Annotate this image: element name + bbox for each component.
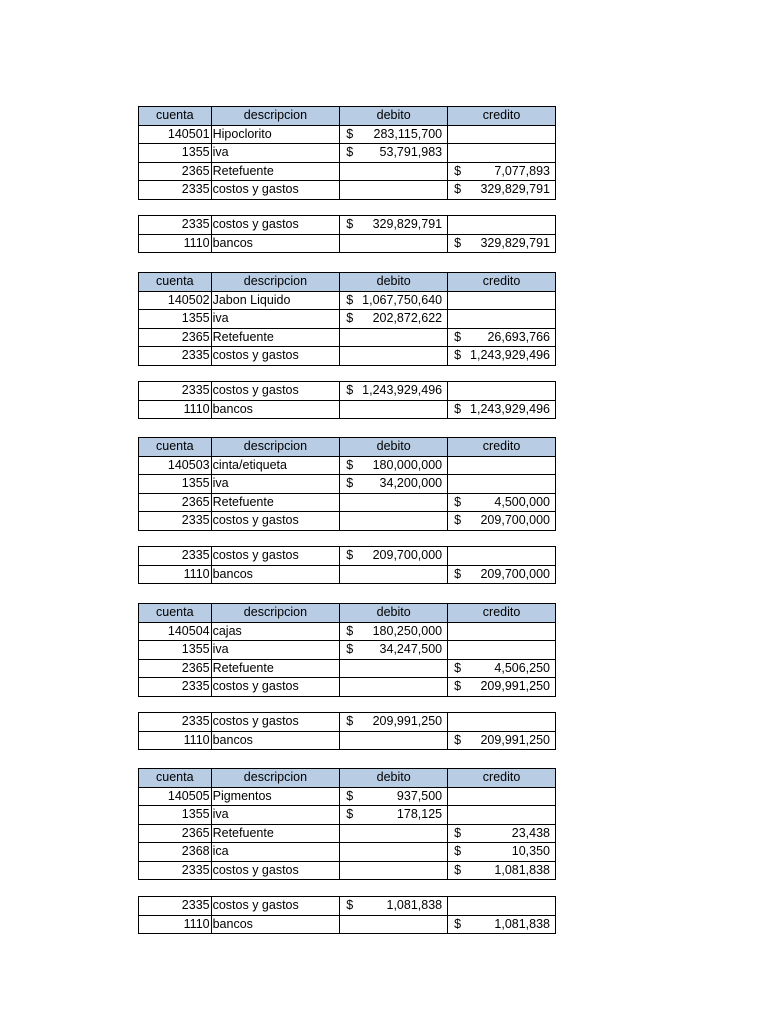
cell-credito[interactable] xyxy=(448,181,556,200)
cell-credito[interactable] xyxy=(448,328,556,347)
cell-descripcion[interactable]: Retefuente xyxy=(211,328,340,347)
cell-debito[interactable] xyxy=(340,216,448,235)
cell-descripcion[interactable]: Retefuente xyxy=(211,162,340,181)
cell-debito[interactable] xyxy=(340,622,448,641)
cell-credito[interactable] xyxy=(448,216,556,235)
cell-debito-amount: 34,200,000 xyxy=(379,476,443,491)
cell-descripcion[interactable]: iva xyxy=(211,641,340,660)
table-header-row xyxy=(139,769,556,788)
cell-cuenta[interactable]: 1110 xyxy=(139,731,212,750)
currency-symbol: $ xyxy=(454,679,462,694)
cell-cuenta[interactable]: 1355 xyxy=(139,144,212,163)
cell-credito[interactable] xyxy=(448,641,556,660)
table-row xyxy=(139,162,556,181)
currency-symbol: $ xyxy=(346,457,354,472)
cell-credito-amount: 209,700,000 xyxy=(480,513,550,528)
cell-descripcion[interactable]: costos y gastos xyxy=(211,547,340,566)
cell-debito[interactable] xyxy=(340,915,448,934)
cell-debito-amount: 180,000,000 xyxy=(372,457,443,472)
cell-credito[interactable] xyxy=(448,400,556,419)
currency-symbol: $ xyxy=(454,163,462,178)
currency-symbol: $ xyxy=(346,476,354,491)
cell-debito-amount: 180,250,000 xyxy=(372,623,443,638)
cell-debito[interactable] xyxy=(340,731,448,750)
table-row xyxy=(139,641,556,660)
table-row xyxy=(139,565,556,584)
cell-credito-amount: 329,829,791 xyxy=(480,182,550,197)
cell-cuenta[interactable]: 2365 xyxy=(139,328,212,347)
table-row xyxy=(139,678,556,697)
table-row xyxy=(139,843,556,862)
table-header-row xyxy=(139,107,556,126)
currency-symbol: $ xyxy=(454,401,462,416)
cell-credito[interactable] xyxy=(448,824,556,843)
cell-cuenta[interactable]: 2335 xyxy=(139,216,212,235)
cell-credito[interactable] xyxy=(448,291,556,310)
cell-cuenta[interactable]: 2335 xyxy=(139,382,212,401)
cell-debito[interactable] xyxy=(340,824,448,843)
cell-credito-amount: 1,243,929,496 xyxy=(470,348,550,363)
cell-cuenta[interactable]: 140505 xyxy=(139,787,212,806)
table-header-row xyxy=(139,604,556,623)
journal-entry-table xyxy=(138,272,556,366)
cell-descripcion[interactable]: bancos xyxy=(211,915,340,934)
cell-descripcion[interactable]: costos y gastos xyxy=(211,347,340,366)
cell-cuenta[interactable]: 1355 xyxy=(139,806,212,825)
cell-credito[interactable] xyxy=(448,897,556,916)
currency-symbol: $ xyxy=(454,862,462,877)
cell-descripcion[interactable]: costos y gastos xyxy=(211,861,340,880)
cell-cuenta[interactable]: 1110 xyxy=(139,915,212,934)
cell-cuenta[interactable]: 2365 xyxy=(139,659,212,678)
table-row xyxy=(139,234,556,253)
cell-descripcion[interactable]: Retefuente xyxy=(211,493,340,512)
cell-debito[interactable] xyxy=(340,493,448,512)
header-descripcion[interactable]: descripcion xyxy=(211,769,340,788)
cell-credito-amount: 1,081,838 xyxy=(494,916,550,931)
cell-credito-amount: 329,829,791 xyxy=(480,235,550,250)
cell-credito-amount: 209,700,000 xyxy=(480,566,550,581)
cell-descripcion[interactable]: costos y gastos xyxy=(211,713,340,732)
cell-credito[interactable] xyxy=(448,125,556,144)
currency-symbol: $ xyxy=(346,642,354,657)
cell-debito[interactable] xyxy=(340,328,448,347)
cell-debito-amount: 53,791,983 xyxy=(379,145,443,160)
table-header-row xyxy=(139,438,556,457)
cell-debito[interactable] xyxy=(340,843,448,862)
cell-debito[interactable] xyxy=(340,234,448,253)
cell-cuenta[interactable]: 1355 xyxy=(139,641,212,660)
header-descripcion[interactable]: descripcion xyxy=(211,273,340,292)
table-row xyxy=(139,347,556,366)
header-credito[interactable]: credito xyxy=(448,273,556,292)
cell-descripcion[interactable]: cajas xyxy=(211,622,340,641)
cell-debito[interactable] xyxy=(340,678,448,697)
currency-symbol: $ xyxy=(454,566,462,581)
payment-entry-table xyxy=(138,381,556,419)
cell-credito-amount: 1,243,929,496 xyxy=(470,401,550,416)
cell-credito[interactable] xyxy=(448,512,556,531)
table-row xyxy=(139,861,556,880)
cell-credito-amount: 10,350 xyxy=(511,844,550,859)
currency-symbol: $ xyxy=(454,494,462,509)
cell-cuenta[interactable]: 2365 xyxy=(139,162,212,181)
cell-cuenta[interactable]: 1355 xyxy=(139,310,212,329)
cell-descripcion[interactable]: costos y gastos xyxy=(211,512,340,531)
cell-descripcion[interactable]: iva xyxy=(211,475,340,494)
cell-descripcion[interactable]: costos y gastos xyxy=(211,897,340,916)
header-debito[interactable]: debito xyxy=(340,769,448,788)
table-row xyxy=(139,382,556,401)
cell-cuenta[interactable]: 2365 xyxy=(139,493,212,512)
cell-descripcion[interactable]: bancos xyxy=(211,731,340,750)
journal-entry-table xyxy=(138,437,556,531)
cell-cuenta[interactable]: 140501 xyxy=(139,125,212,144)
cell-cuenta[interactable]: 2335 xyxy=(139,897,212,916)
header-descripcion[interactable]: descripcion xyxy=(211,604,340,623)
currency-symbol: $ xyxy=(346,383,354,398)
cell-credito[interactable] xyxy=(448,382,556,401)
currency-symbol: $ xyxy=(454,825,462,840)
cell-credito[interactable] xyxy=(448,787,556,806)
cell-credito[interactable] xyxy=(448,659,556,678)
cell-debito[interactable] xyxy=(340,181,448,200)
cell-debito-amount: 937,500 xyxy=(396,788,443,803)
cell-debito-amount: 202,872,622 xyxy=(372,311,443,326)
cell-credito-amount: 209,991,250 xyxy=(480,679,550,694)
journal-entry-table xyxy=(138,106,556,200)
cell-credito[interactable] xyxy=(448,678,556,697)
header-debito[interactable]: debito xyxy=(340,107,448,126)
cell-descripcion[interactable]: costos y gastos xyxy=(211,216,340,235)
cell-debito[interactable] xyxy=(340,291,448,310)
currency-symbol: $ xyxy=(346,898,354,913)
cell-cuenta[interactable]: 2335 xyxy=(139,547,212,566)
currency-symbol: $ xyxy=(346,292,354,307)
payment-entry-table xyxy=(138,215,556,253)
table-row xyxy=(139,144,556,163)
cell-debito[interactable] xyxy=(340,806,448,825)
cell-debito[interactable] xyxy=(340,861,448,880)
table-row xyxy=(139,328,556,347)
cell-debito[interactable] xyxy=(340,897,448,916)
cell-debito[interactable] xyxy=(340,787,448,806)
table-row xyxy=(139,512,556,531)
cell-descripcion[interactable]: Pigmentos xyxy=(211,787,340,806)
currency-symbol: $ xyxy=(346,217,354,232)
cell-credito[interactable] xyxy=(448,310,556,329)
table-row xyxy=(139,787,556,806)
cell-debito[interactable] xyxy=(340,659,448,678)
table-row xyxy=(139,806,556,825)
cell-descripcion[interactable]: iva xyxy=(211,310,340,329)
header-descripcion[interactable]: descripcion xyxy=(211,107,340,126)
currency-symbol: $ xyxy=(454,348,462,363)
cell-debito-amount: 329,829,791 xyxy=(372,217,443,232)
header-cuenta[interactable]: cuenta xyxy=(139,273,212,292)
cell-debito[interactable] xyxy=(340,713,448,732)
header-cuenta[interactable]: cuenta xyxy=(139,769,212,788)
cell-cuenta[interactable]: 2335 xyxy=(139,861,212,880)
table-row xyxy=(139,400,556,419)
table-row xyxy=(139,897,556,916)
currency-symbol: $ xyxy=(454,844,462,859)
cell-debito[interactable] xyxy=(340,125,448,144)
cell-descripcion[interactable]: costos y gastos xyxy=(211,382,340,401)
cell-debito-amount: 209,700,000 xyxy=(372,548,443,563)
cell-credito[interactable] xyxy=(448,547,556,566)
header-cuenta[interactable]: cuenta xyxy=(139,604,212,623)
cell-descripcion[interactable]: iva xyxy=(211,806,340,825)
cell-cuenta[interactable]: 140503 xyxy=(139,456,212,475)
cell-debito[interactable] xyxy=(340,382,448,401)
currency-symbol: $ xyxy=(454,660,462,675)
cell-cuenta[interactable]: 1110 xyxy=(139,400,212,419)
table-row xyxy=(139,713,556,732)
cell-descripcion[interactable]: ica xyxy=(211,843,340,862)
cell-debito[interactable] xyxy=(340,144,448,163)
cell-debito-amount: 209,991,250 xyxy=(372,714,443,729)
cell-cuenta[interactable]: 2368 xyxy=(139,843,212,862)
currency-symbol: $ xyxy=(454,329,462,344)
cell-cuenta[interactable]: 140504 xyxy=(139,622,212,641)
cell-credito[interactable] xyxy=(448,915,556,934)
payment-entry-table xyxy=(138,896,556,934)
currency-symbol: $ xyxy=(346,714,354,729)
table-header-row xyxy=(139,273,556,292)
cell-cuenta[interactable]: 2335 xyxy=(139,678,212,697)
cell-debito-amount: 1,067,750,640 xyxy=(362,292,443,307)
table-row xyxy=(139,181,556,200)
currency-symbol: $ xyxy=(454,513,462,528)
currency-symbol: $ xyxy=(454,235,462,250)
table-row xyxy=(139,125,556,144)
table-row xyxy=(139,291,556,310)
currency-symbol: $ xyxy=(346,311,354,326)
cell-credito[interactable] xyxy=(448,731,556,750)
cell-debito[interactable] xyxy=(340,475,448,494)
cell-debito[interactable] xyxy=(340,400,448,419)
cell-cuenta[interactable]: 1355 xyxy=(139,475,212,494)
table-row xyxy=(139,475,556,494)
cell-descripcion[interactable]: costos y gastos xyxy=(211,678,340,697)
cell-debito[interactable] xyxy=(340,512,448,531)
cell-debito[interactable] xyxy=(340,162,448,181)
cell-cuenta[interactable]: 140502 xyxy=(139,291,212,310)
cell-credito[interactable] xyxy=(448,347,556,366)
cell-credito[interactable] xyxy=(448,622,556,641)
payment-entry-table xyxy=(138,546,556,584)
cell-credito[interactable] xyxy=(448,162,556,181)
cell-credito[interactable] xyxy=(448,843,556,862)
cell-debito[interactable] xyxy=(340,456,448,475)
cell-debito[interactable] xyxy=(340,565,448,584)
currency-symbol: $ xyxy=(346,623,354,638)
journal-entry-table xyxy=(138,768,556,880)
cell-descripcion[interactable]: Retefuente xyxy=(211,659,340,678)
header-credito[interactable]: credito xyxy=(448,438,556,457)
header-descripcion[interactable]: descripcion xyxy=(211,438,340,457)
cell-descripcion[interactable]: iva xyxy=(211,144,340,163)
cell-descripcion[interactable]: Retefuente xyxy=(211,824,340,843)
cell-debito-amount: 178,125 xyxy=(396,807,443,822)
cell-debito-amount: 1,243,929,496 xyxy=(362,383,443,398)
cell-cuenta[interactable]: 2365 xyxy=(139,824,212,843)
currency-symbol: $ xyxy=(346,126,354,141)
table-row xyxy=(139,731,556,750)
cell-credito-amount: 23,438 xyxy=(511,825,550,840)
currency-symbol: $ xyxy=(346,145,354,160)
cell-debito-amount: 283,115,700 xyxy=(373,126,443,141)
cell-debito[interactable] xyxy=(340,547,448,566)
cell-credito[interactable] xyxy=(448,234,556,253)
cell-descripcion[interactable]: Jabon Liquido xyxy=(211,291,340,310)
cell-descripcion[interactable]: bancos xyxy=(211,400,340,419)
journal-entry-table xyxy=(138,603,556,697)
payment-entry-table xyxy=(138,712,556,750)
currency-symbol: $ xyxy=(454,732,462,747)
table-row xyxy=(139,824,556,843)
header-debito[interactable]: debito xyxy=(340,604,448,623)
table-row xyxy=(139,493,556,512)
cell-credito[interactable] xyxy=(448,861,556,880)
cell-credito[interactable] xyxy=(448,806,556,825)
cell-credito-amount: 1,081,838 xyxy=(494,862,550,877)
cell-cuenta[interactable]: 1110 xyxy=(139,565,212,584)
cell-debito[interactable] xyxy=(340,641,448,660)
table-row xyxy=(139,915,556,934)
cell-credito-amount: 4,506,250 xyxy=(494,660,550,675)
header-credito[interactable]: credito xyxy=(448,107,556,126)
currency-symbol: $ xyxy=(346,788,354,803)
cell-debito-amount: 34,247,500 xyxy=(379,642,443,657)
cell-credito[interactable] xyxy=(448,475,556,494)
cell-credito-amount: 26,693,766 xyxy=(487,329,550,344)
currency-symbol: $ xyxy=(346,548,354,563)
cell-credito[interactable] xyxy=(448,456,556,475)
cell-credito[interactable] xyxy=(448,565,556,584)
header-credito[interactable]: credito xyxy=(448,604,556,623)
header-debito[interactable]: debito xyxy=(340,438,448,457)
table-row xyxy=(139,547,556,566)
cell-debito[interactable] xyxy=(340,310,448,329)
cell-debito[interactable] xyxy=(340,347,448,366)
cell-descripcion[interactable]: cinta/etiqueta xyxy=(211,456,340,475)
currency-symbol: $ xyxy=(454,182,462,197)
cell-descripcion[interactable]: bancos xyxy=(211,234,340,253)
header-debito[interactable]: debito xyxy=(340,273,448,292)
table-row xyxy=(139,456,556,475)
header-cuenta[interactable]: cuenta xyxy=(139,438,212,457)
table-row xyxy=(139,659,556,678)
cell-credito[interactable] xyxy=(448,144,556,163)
header-cuenta[interactable]: cuenta xyxy=(139,107,212,126)
header-credito[interactable]: credito xyxy=(448,769,556,788)
cell-descripcion[interactable]: costos y gastos xyxy=(211,181,340,200)
cell-cuenta[interactable]: 2335 xyxy=(139,347,212,366)
cell-cuenta[interactable]: 2335 xyxy=(139,181,212,200)
cell-debito-amount: 1,081,838 xyxy=(386,898,443,913)
cell-credito-amount: 209,991,250 xyxy=(480,732,550,747)
cell-credito-amount: 4,500,000 xyxy=(494,494,550,509)
cell-descripcion[interactable]: Hipoclorito xyxy=(211,125,340,144)
cell-cuenta[interactable]: 1110 xyxy=(139,234,212,253)
cell-credito[interactable] xyxy=(448,493,556,512)
currency-symbol: $ xyxy=(454,916,462,931)
currency-symbol: $ xyxy=(346,807,354,822)
cell-cuenta[interactable]: 2335 xyxy=(139,512,212,531)
table-row xyxy=(139,622,556,641)
cell-descripcion[interactable]: bancos xyxy=(211,565,340,584)
cell-credito-amount: 7,077,893 xyxy=(494,163,550,178)
table-row xyxy=(139,216,556,235)
cell-credito[interactable] xyxy=(448,713,556,732)
cell-cuenta[interactable]: 2335 xyxy=(139,713,212,732)
table-row xyxy=(139,310,556,329)
